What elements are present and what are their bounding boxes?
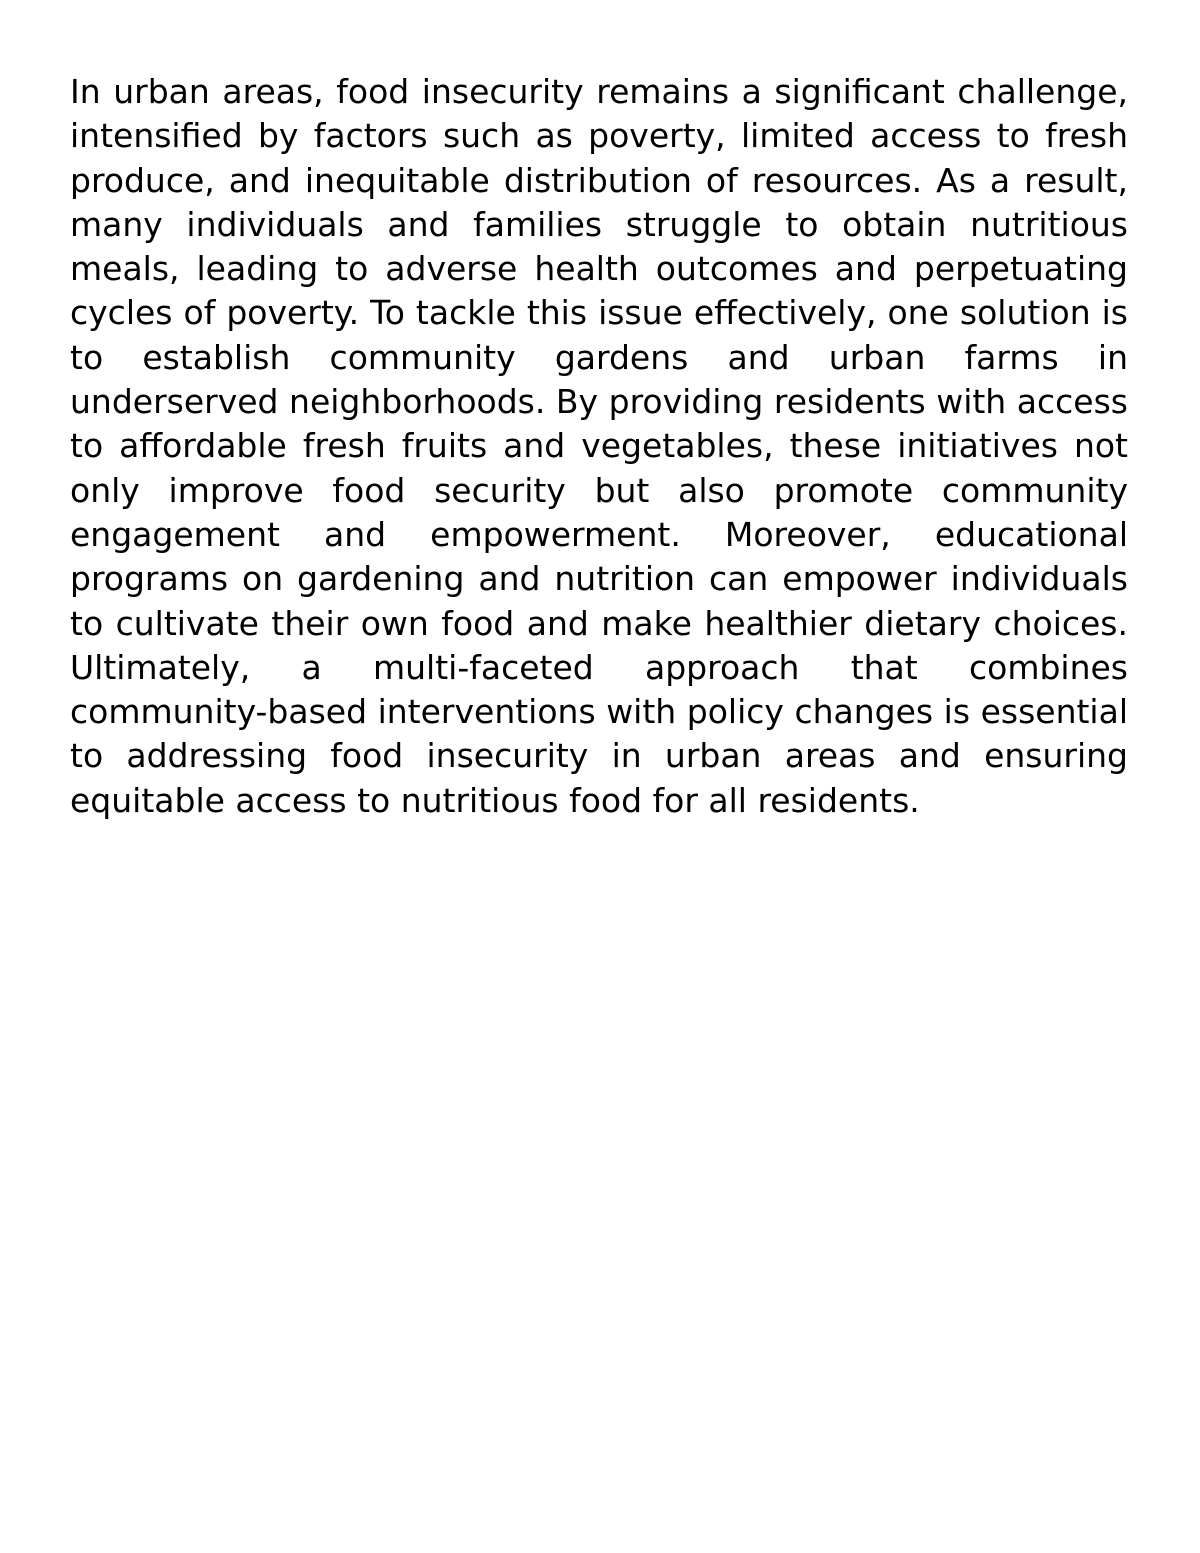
body-paragraph: In urban areas, food insecurity remains a significant challenge, intensified by factors such as poverty, limited access to fresh produce, and inequitable distribution of resources. As a result, many individuals and families struggle to obtain nutritious meals, leading to adverse health outcomes and perpetuating cycles of poverty. To tackle this issue effectively, one solution is to establish community gardens and urban farms in underserved neighborhoods. By providing residents with access to affordable fresh fruits and vegetables, these initiatives not only improve food security but also promote community engagement and empowerment. Moreover, educational programs on gardening and nutrition can empower individuals to cultivate their own food and make healthier dietary choices. Ultimately, a multi-faceted approach that combines community-based interventions with policy changes is essential to addressing food insecurity in urban areas and ensuring equitable access to nutritious food for all residents. (70, 72, 1128, 820)
